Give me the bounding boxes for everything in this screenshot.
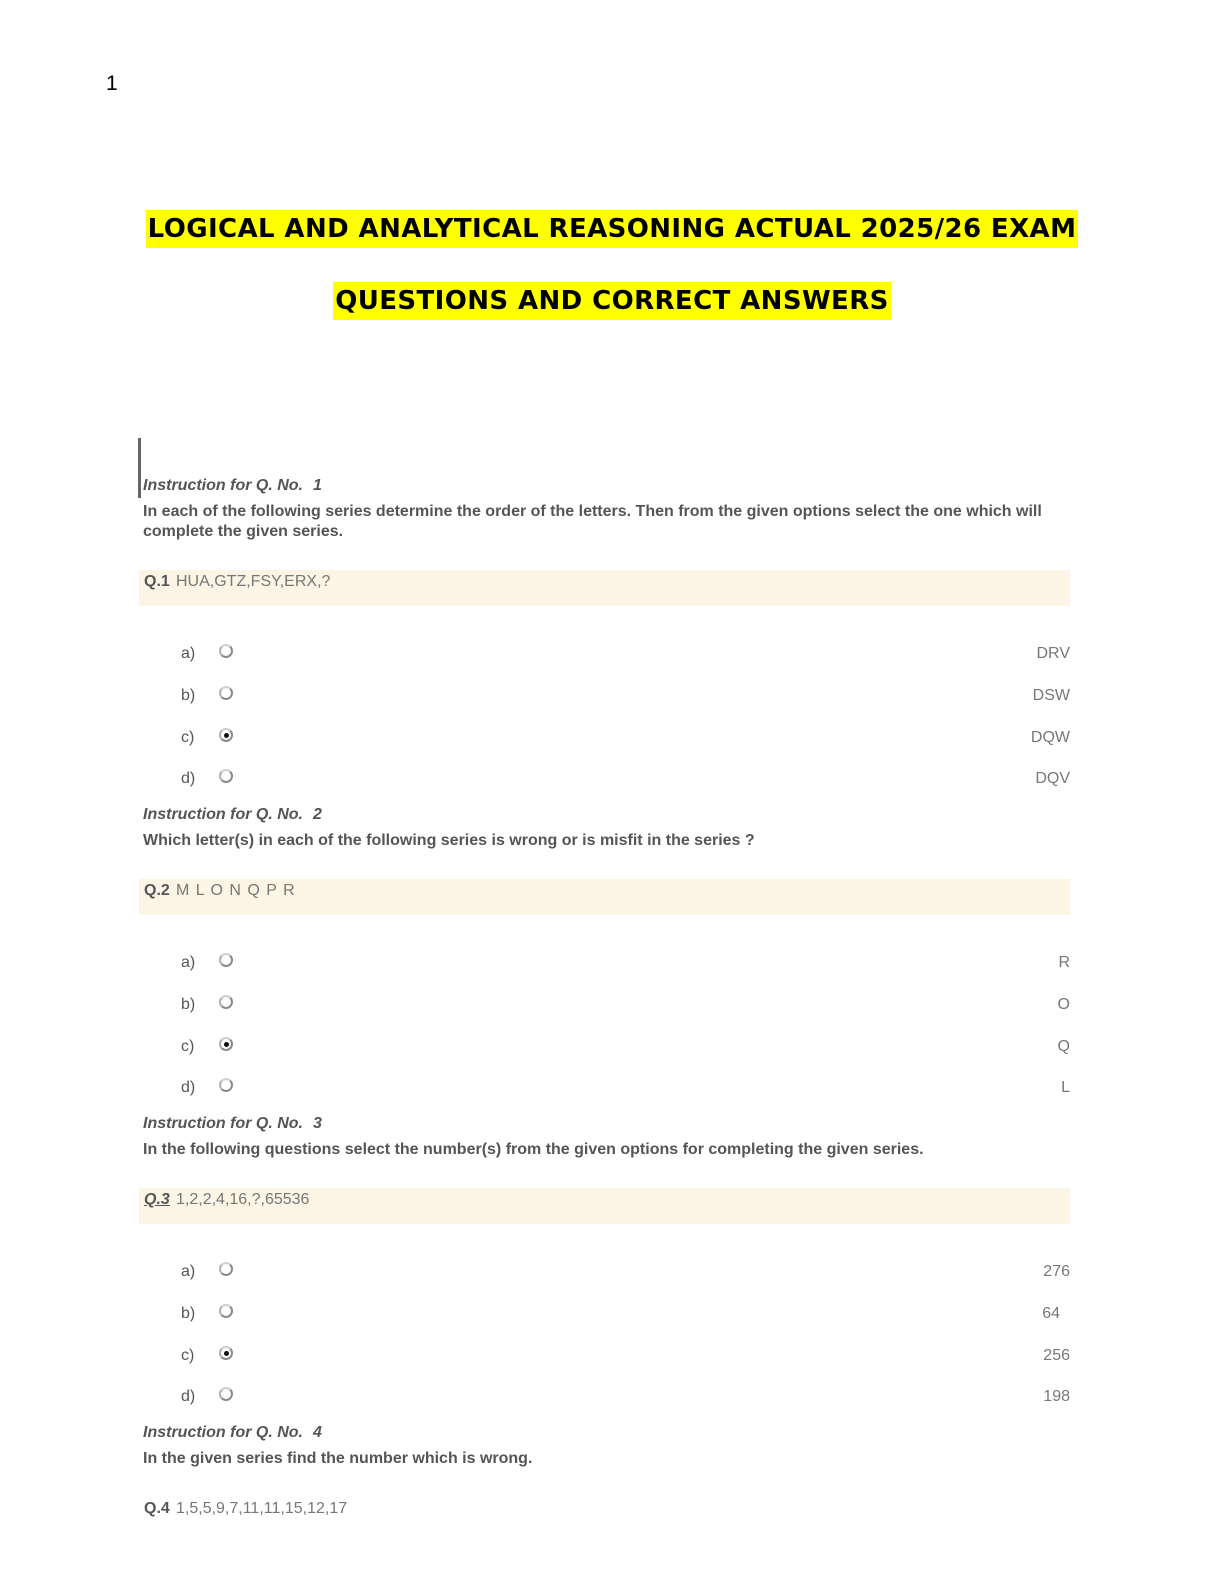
option-row-q3-a[interactable] — [0, 1261, 1224, 1285]
text-cursor-bar — [138, 438, 141, 498]
document-title-line-1 — [0, 214, 1224, 244]
title-highlight-2: QUESTIONS AND CORRECT ANSWERS — [333, 282, 891, 320]
question-text: M L O N Q P R — [176, 882, 296, 899]
instruction-heading-q1 — [143, 477, 322, 495]
instruction-text-q4: In the given series find the number which is wrong. — [143, 1450, 533, 1467]
instruction-number: 4 — [313, 1424, 322, 1441]
option-row-q2-c[interactable] — [0, 1036, 1224, 1060]
option-value: DQW — [1030, 729, 1070, 746]
question-row-q4 — [139, 1497, 1070, 1533]
document-title-line-2 — [0, 286, 1224, 316]
option-letter: d) — [181, 770, 196, 787]
page-number: 1 — [106, 72, 118, 95]
question-row-q3 — [139, 1188, 1070, 1224]
instruction-number: 1 — [313, 477, 322, 494]
instruction-number: 2 — [313, 806, 322, 823]
instruction-prefix: Instruction for Q. No. — [143, 1424, 303, 1441]
option-letter: c) — [181, 1347, 195, 1364]
option-letter: a) — [181, 1263, 196, 1280]
option-row-q1-c[interactable] — [0, 727, 1224, 751]
instruction-heading-q2 — [143, 806, 322, 824]
question-row-q2 — [139, 879, 1070, 915]
title-highlight-1: LOGICAL AND ANALYTICAL REASONING ACTUAL 2025/26 EXAM — [146, 210, 1079, 248]
option-row-q3-b[interactable] — [0, 1303, 1224, 1327]
option-letter: b) — [181, 1305, 196, 1322]
option-letter: a) — [181, 645, 196, 662]
radio-button[interactable] — [219, 953, 233, 967]
question-label: Q.2 — [144, 882, 170, 899]
radio-button[interactable] — [219, 1262, 233, 1276]
option-letter: c) — [181, 729, 195, 746]
radio-button-selected[interactable] — [219, 1346, 233, 1360]
option-value: 256 — [1043, 1347, 1070, 1364]
radio-button[interactable] — [219, 1078, 233, 1092]
option-value: O — [1057, 996, 1070, 1013]
radio-button-selected[interactable] — [219, 1037, 233, 1051]
option-letter: b) — [181, 996, 196, 1013]
radio-button-selected[interactable] — [219, 728, 233, 742]
option-value: DRV — [1036, 645, 1070, 662]
option-row-q1-a[interactable] — [0, 643, 1224, 667]
question-text: HUA,GTZ,FSY,ERX,? — [176, 573, 331, 590]
option-row-q2-a[interactable] — [0, 952, 1224, 976]
instruction-prefix: Instruction for Q. No. — [143, 806, 303, 823]
option-row-q1-b[interactable] — [0, 685, 1224, 709]
option-value: 198 — [1043, 1388, 1070, 1405]
instruction-text-q1: In each of the following series determine the order of the letters. Then from the given options select the one which will complete the given series. — [143, 503, 1042, 540]
instruction-text-q3: In the following questions select the number(s) from the given options for completing the given series. — [143, 1141, 924, 1158]
option-letter: d) — [181, 1079, 196, 1096]
instruction-number: 3 — [313, 1115, 322, 1132]
option-row-q3-d[interactable] — [0, 1386, 1224, 1410]
radio-button[interactable] — [219, 686, 233, 700]
radio-button[interactable] — [219, 1387, 233, 1401]
question-text: 1,5,5,9,7,11,11,15,12,17 — [176, 1500, 348, 1517]
option-letter: c) — [181, 1038, 195, 1055]
question-label: Q.1 — [144, 573, 170, 590]
instruction-heading-q4 — [143, 1424, 322, 1442]
instruction-text-q2: Which letter(s) in each of the following series is wrong or is misfit in the series ? — [143, 832, 755, 849]
instruction-prefix: Instruction for Q. No. — [143, 1115, 303, 1132]
option-letter: d) — [181, 1388, 196, 1405]
radio-button[interactable] — [219, 644, 233, 658]
question-row-q1 — [139, 570, 1070, 606]
option-value: Q — [1057, 1038, 1070, 1055]
instruction-heading-q3 — [143, 1115, 322, 1133]
option-value: R — [1058, 954, 1070, 971]
option-value: DSW — [1032, 687, 1070, 704]
option-value: DQV — [1035, 770, 1070, 787]
option-letter: a) — [181, 954, 196, 971]
instruction-prefix: Instruction for Q. No. — [143, 477, 303, 494]
option-row-q2-b[interactable] — [0, 994, 1224, 1018]
radio-button[interactable] — [219, 1304, 233, 1318]
question-label: Q.4 — [144, 1500, 170, 1517]
option-value: 276 — [1043, 1263, 1070, 1280]
option-value: L — [1061, 1079, 1070, 1096]
option-row-q3-c[interactable] — [0, 1345, 1224, 1369]
option-value: 64 — [1042, 1305, 1060, 1322]
radio-button[interactable] — [219, 769, 233, 783]
option-row-q2-d[interactable] — [0, 1077, 1224, 1101]
option-letter: b) — [181, 687, 196, 704]
radio-button[interactable] — [219, 995, 233, 1009]
question-text: 1,2,2,4,16,?,65536 — [176, 1191, 310, 1208]
option-row-q1-d[interactable] — [0, 768, 1224, 792]
question-label: Q.3 — [144, 1191, 170, 1208]
